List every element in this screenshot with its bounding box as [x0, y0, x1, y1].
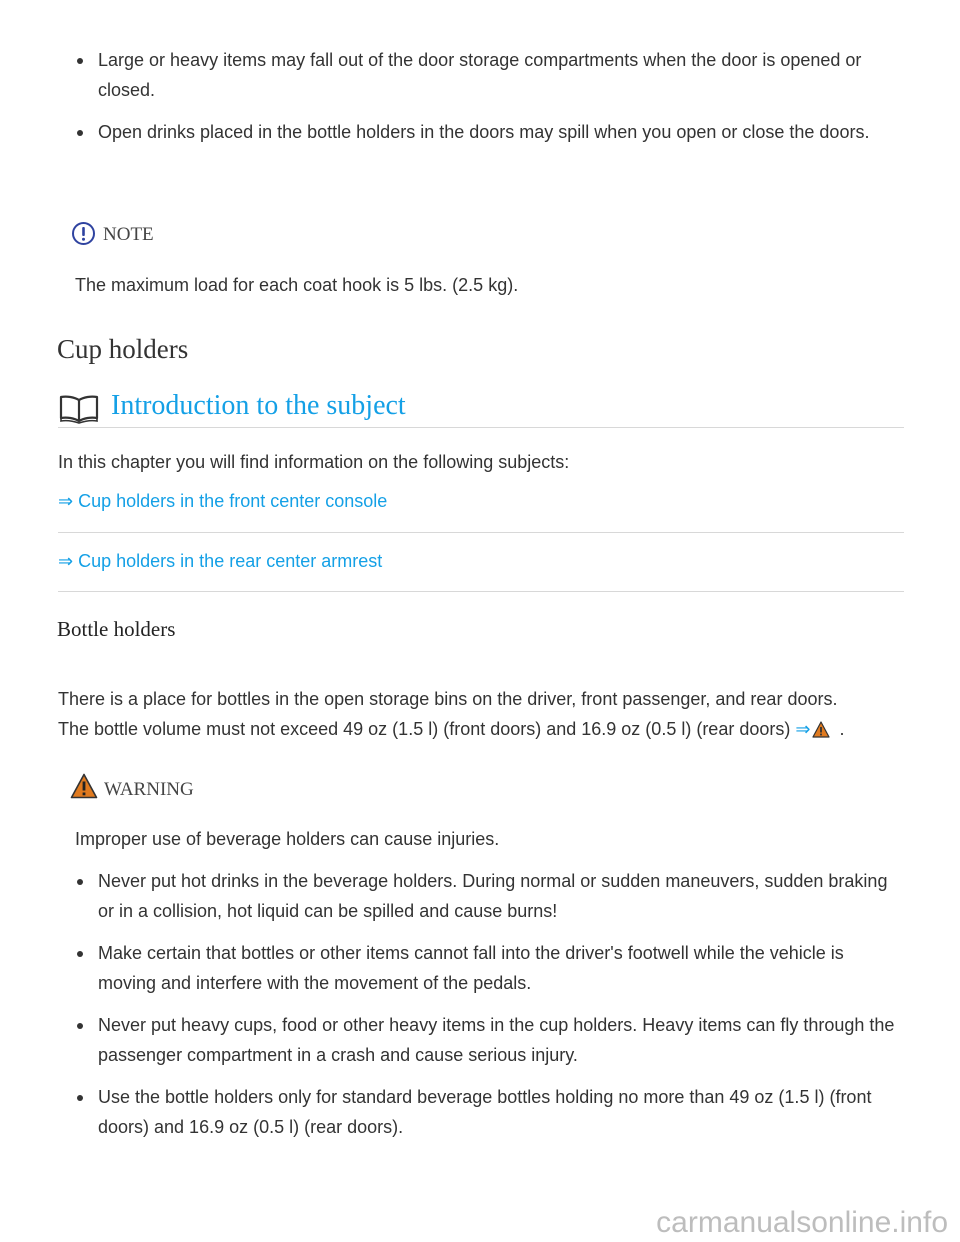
arrow-icon: ⇒ — [58, 551, 74, 571]
bottle-holders-heading: Bottle holders — [57, 617, 176, 641]
section-title: Cup holders — [57, 334, 189, 364]
link-rear-center-armrest[interactable] — [58, 549, 382, 573]
bottle-text-line-1: There is a place for bottles in the open storage bins on the driver, front passenger, and rear doors. — [58, 689, 838, 709]
period: . — [839, 719, 845, 739]
divider — [58, 427, 904, 428]
list-item: Large or heavy items may fall out of the door storage compartments when the door is opened or closed. — [98, 45, 898, 105]
warning-triangle-icon — [70, 773, 98, 799]
list-item: Make certain that bottles or other items cannot fall into the driver's footwell while the vehicle is moving and interfere with the movement of the pedals. — [98, 938, 898, 998]
list-item: Use the bottle holders only for standard beverage bottles holding no more than 49 oz (1.5 l) (front doors) and 16.9 oz (0.5 l) (rear doors). — [98, 1082, 898, 1142]
arrow-icon: ⇒ — [795, 719, 811, 739]
link-front-center-console[interactable] — [58, 489, 387, 513]
watermark: carmanualsonline.info — [656, 1206, 948, 1239]
list-item: Never put heavy cups, food or other heavy items in the cup holders. Heavy items can fly through the passenger compartment in a crash and cause serious injury. — [98, 1010, 898, 1070]
arrow-icon: ⇒ — [58, 491, 74, 511]
link-label: Cup holders in the front center console — [78, 491, 388, 511]
warning-triangle-icon — [812, 717, 830, 747]
link-label: Cup holders in the rear center armrest — [78, 551, 383, 571]
bottle-text-line-2 — [58, 714, 845, 747]
note-text: The maximum load for each coat hook is 5 lbs. (2.5 kg). — [75, 275, 519, 295]
note-label: NOTE — [103, 224, 154, 245]
bottle-text: The bottle volume must not exceed 49 oz (1.5 l) (front doors) and 16.9 oz (0.5 l) (rear doors) — [58, 719, 791, 739]
intro-heading: Introduction to the subject — [111, 390, 406, 421]
divider — [58, 591, 904, 592]
warning-intro: Improper use of beverage holders can cause injuries. — [75, 829, 500, 849]
book-icon — [58, 394, 100, 424]
list-item: Never put hot drinks in the beverage holders. During normal or sudden maneuvers, sudden braking or in a collision, hot liquid can be spilled and cause burns! — [98, 866, 898, 926]
intro-lead: In this chapter you will find information on the following subjects: — [58, 452, 570, 472]
exclamation-circle-icon — [71, 221, 96, 246]
warning-label: WARNING — [104, 779, 194, 800]
list-item: Open drinks placed in the bottle holders in the doors may spill when you open or close the doors. — [98, 117, 898, 147]
warning-reference-link[interactable] — [795, 719, 835, 739]
divider — [58, 532, 904, 533]
